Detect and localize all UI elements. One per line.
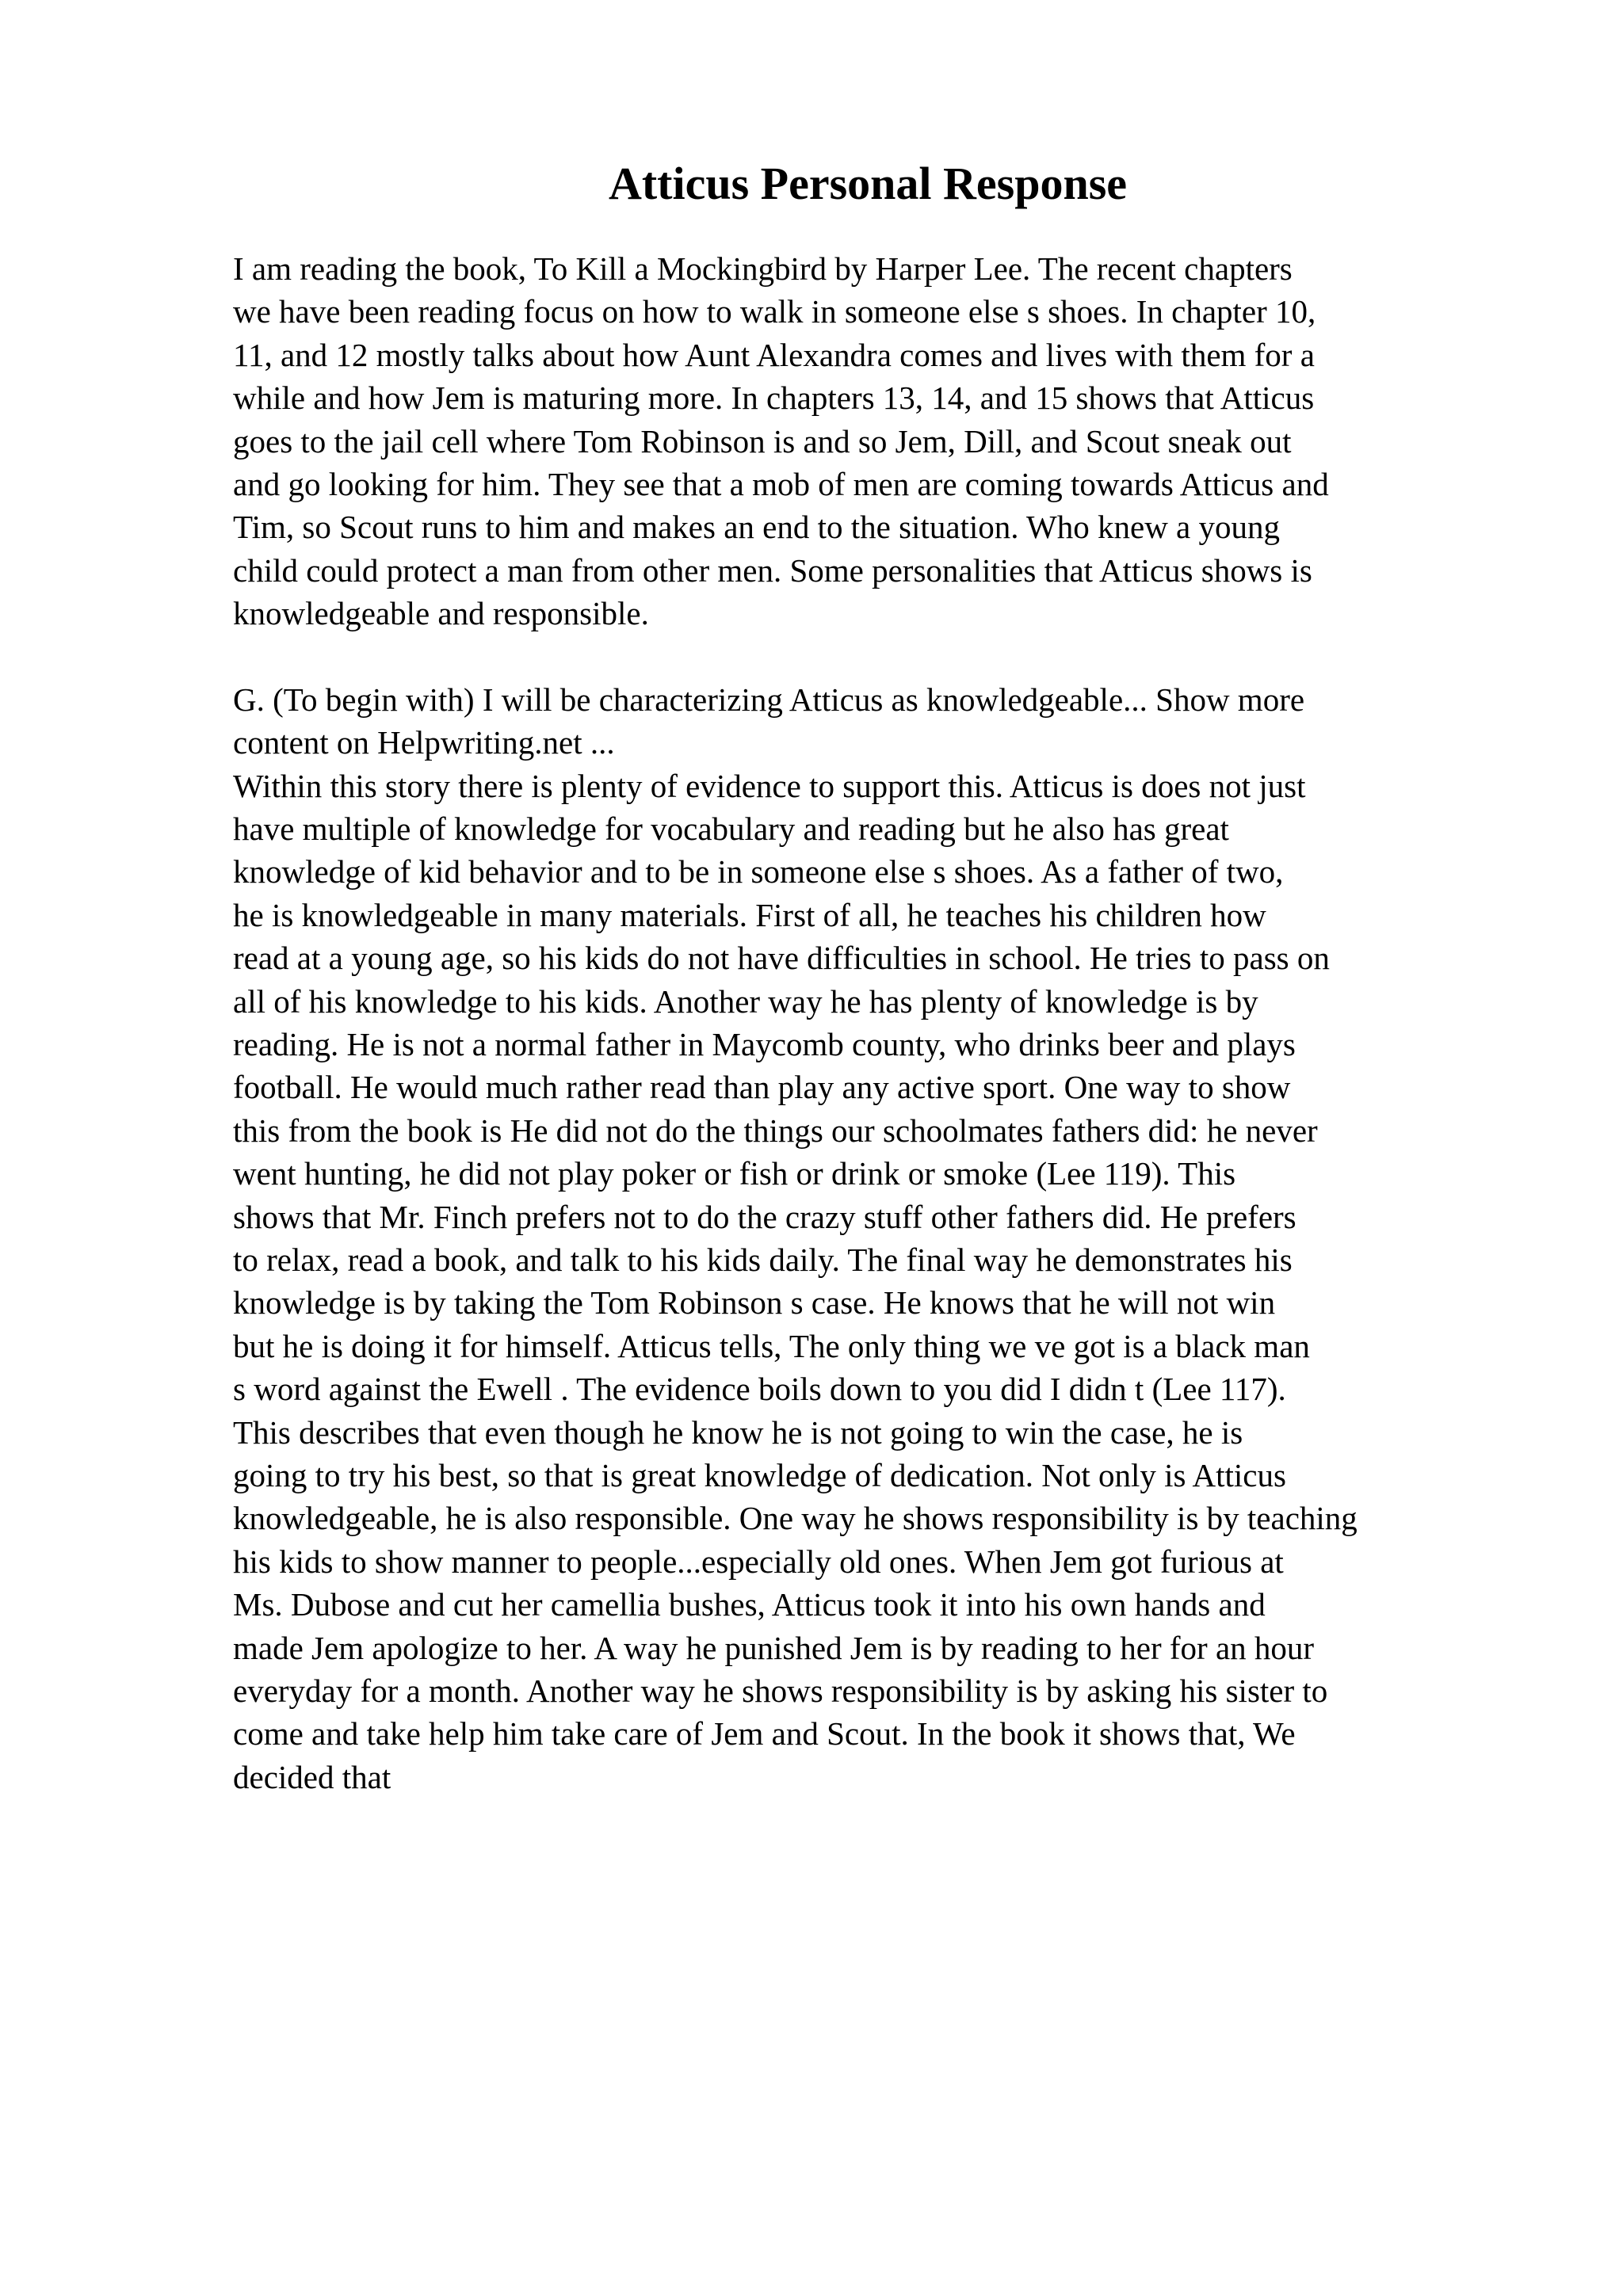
text-line: all of his knowledge to his kids. Another way he has plenty of knowledge is by <box>233 982 1258 1020</box>
text-line: come and take help him take care of Jem and Scout. In the book it shows that, We <box>233 1715 1296 1753</box>
text-line: child could protect a man from other men. Some personalities that Atticus shows is <box>233 551 1312 589</box>
text-line: but he is doing it for himself. Atticus tells, The only thing we ve got is a black man <box>233 1327 1310 1364</box>
text-line: shows that Mr. Finch prefers not to do the crazy stuff other fathers did. He prefers <box>233 1198 1296 1235</box>
text-line: football. He would much rather read than play any active sport. One way to show <box>233 1069 1291 1106</box>
text-line: knowledgeable, he is also responsible. One way he shows responsibility is by teaching <box>233 1500 1358 1537</box>
text-line: made Jem apologize to her. A way he punished Jem is by reading to her for an hour <box>233 1629 1315 1666</box>
text-line: Within this story there is plenty of evidence to support this. Atticus is does not just <box>233 767 1306 804</box>
text-line: Tim, so Scout runs to him and makes an end to the situation. Who knew a young <box>233 509 1281 546</box>
text-line: to relax, read a book, and talk to his kids daily. The final way he demonstrates his <box>233 1241 1293 1278</box>
text-line: knowledge is by taking the Tom Robinson s case. He knows that he will not win <box>233 1284 1276 1322</box>
text-line: I am reading the book, To Kill a Mockingbird by Harper Lee. The recent chapters <box>233 250 1293 287</box>
paragraph-spacer <box>233 635 1533 678</box>
text-line: this from the book is He did not do the things our schoolmates fathers did: he never <box>233 1112 1318 1149</box>
text-line: 11, and 12 mostly talks about how Aunt Alexandra comes and lives with them for a <box>233 336 1315 373</box>
document-title: Atticus Personal Response <box>608 158 1128 209</box>
text-line: G. (To begin with) I will be characterizing Atticus as knowledgeable... Show more <box>233 681 1305 718</box>
text-line: read at a young age, so his kids do not have difficulties in school. He tries to pass on <box>233 940 1330 977</box>
text-line: knowledge of kid behavior and to be in someone else s shoes. As a father of two, <box>233 853 1284 891</box>
text-line: and go looking for him. They see that a mob of men are coming towards Atticus and <box>233 465 1329 502</box>
paragraph-body <box>233 678 1533 1798</box>
text-line: going to try his best, so that is great knowledge of dedication. Not only is Atticus <box>233 1456 1286 1493</box>
text-line: went hunting, he did not play poker or fish or drink or smoke (Lee 119). This <box>233 1155 1236 1192</box>
text-line: goes to the jail cell where Tom Robinson is and so Jem, Dill, and Scout sneak out <box>233 422 1292 460</box>
text-line: while and how Jem is maturing more. In chapters 13, 14, and 15 shows that Atticus <box>233 379 1315 417</box>
text-line: content on Helpwriting.net ... <box>233 724 615 761</box>
text-line: reading. He is not a normal father in Maycomb county, who drinks beer and plays <box>233 1026 1296 1063</box>
text-line: This describes that even though he know he is not going to win the case, he is <box>233 1413 1243 1451</box>
text-line: decided that <box>233 1758 391 1795</box>
text-line: Ms. Dubose and cut her camellia bushes, Atticus took it into his own hands and <box>233 1586 1266 1623</box>
document-body <box>233 247 1533 1798</box>
text-line: everyday for a month. Another way he shows responsibility is by asking his sister to <box>233 1672 1328 1709</box>
paragraph-intro <box>233 247 1533 635</box>
text-line: have multiple of knowledge for vocabulary and reading but he also has great <box>233 810 1229 848</box>
text-line: s word against the Ewell . The evidence boils down to you did I didn t (Lee 117). <box>233 1371 1286 1408</box>
text-line: he is knowledgeable in many materials. First of all, he teaches his children how <box>233 896 1266 933</box>
text-line: we have been reading focus on how to walk in someone else s shoes. In chapter 10, <box>233 293 1316 330</box>
text-line: his kids to show manner to people...especially old ones. When Jem got furious at <box>233 1543 1284 1580</box>
text-line: knowledgeable and responsible. <box>233 595 649 632</box>
